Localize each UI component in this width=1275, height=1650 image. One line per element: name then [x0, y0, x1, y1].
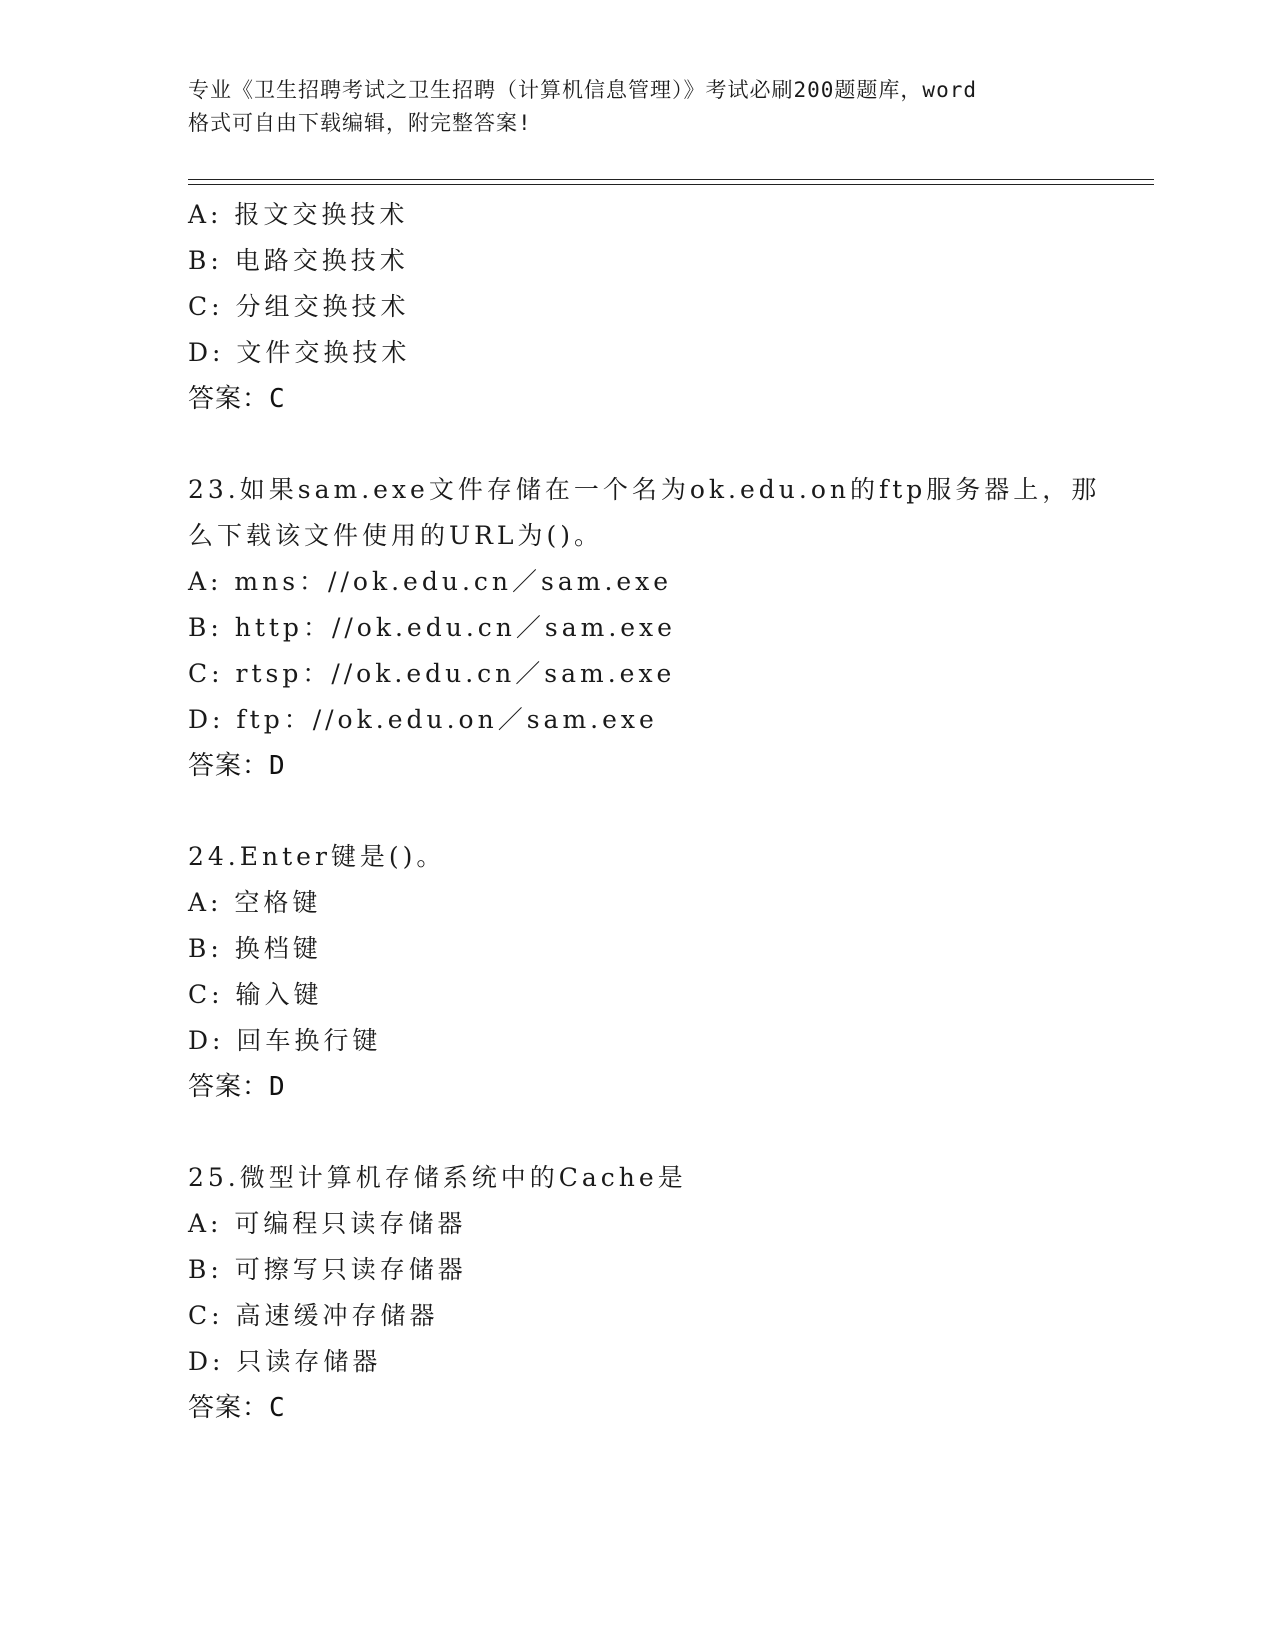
question-stem-continued: 么下载该文件使用的URL为()。 [188, 521, 604, 550]
option-b: B: 可擦写只读存储器 [188, 1255, 467, 1284]
answer: 答案：D [188, 1072, 286, 1102]
option-d: D: 回车换行键 [188, 1026, 382, 1055]
option-c: C: 分组交换技术 [188, 292, 410, 321]
answer: 答案：D [188, 751, 286, 781]
header-line-2: 格式可自由下载编辑，附完整答案! [188, 111, 532, 135]
question-stem: 25.微型计算机存储系统中的Cache是 [188, 1163, 687, 1192]
option-a: A: mns：//ok.edu.cn／sam.exe [188, 567, 673, 596]
header-line-1: 专业《卫生招聘考试之卫生招聘（计算机信息管理）》考试必刷200题题库，word [188, 78, 977, 102]
option-d: D: ftp：//ok.edu.on／sam.exe [188, 705, 658, 734]
question-23 [188, 467, 1101, 789]
option-c: C: 高速缓冲存储器 [188, 1301, 439, 1330]
answer: 答案：C [188, 384, 286, 414]
question-stem: 23.如果sam.exe文件存储在一个名为ok.edu.on的ftp服务器上，那 [188, 475, 1101, 504]
header-divider-bottom [188, 184, 1154, 185]
document-body [188, 192, 1101, 1431]
answer: 答案：C [188, 1393, 286, 1423]
option-b: B: 换档键 [188, 934, 322, 963]
option-a: A: 报文交换技术 [188, 200, 409, 229]
document-header [188, 74, 1088, 140]
option-a: A: 可编程只读存储器 [188, 1209, 467, 1238]
header-divider-top [188, 179, 1154, 180]
spacer [188, 1110, 1088, 1155]
spacer [188, 789, 1088, 834]
question-stem: 24.Enter键是()。 [188, 842, 446, 871]
spacer [188, 422, 1088, 467]
option-b: B: http：//ok.edu.cn／sam.exe [188, 613, 676, 642]
option-b: B: 电路交换技术 [188, 246, 409, 275]
option-a: A: 空格键 [188, 888, 322, 917]
question-25 [188, 1155, 1088, 1431]
option-c: C: rtsp：//ok.edu.cn／sam.exe [188, 659, 676, 688]
option-d: D: 文件交换技术 [188, 338, 411, 367]
question-24 [188, 834, 1088, 1110]
question-22 [188, 192, 1088, 422]
option-c: C: 输入键 [188, 980, 323, 1009]
option-d: D: 只读存储器 [188, 1347, 382, 1376]
